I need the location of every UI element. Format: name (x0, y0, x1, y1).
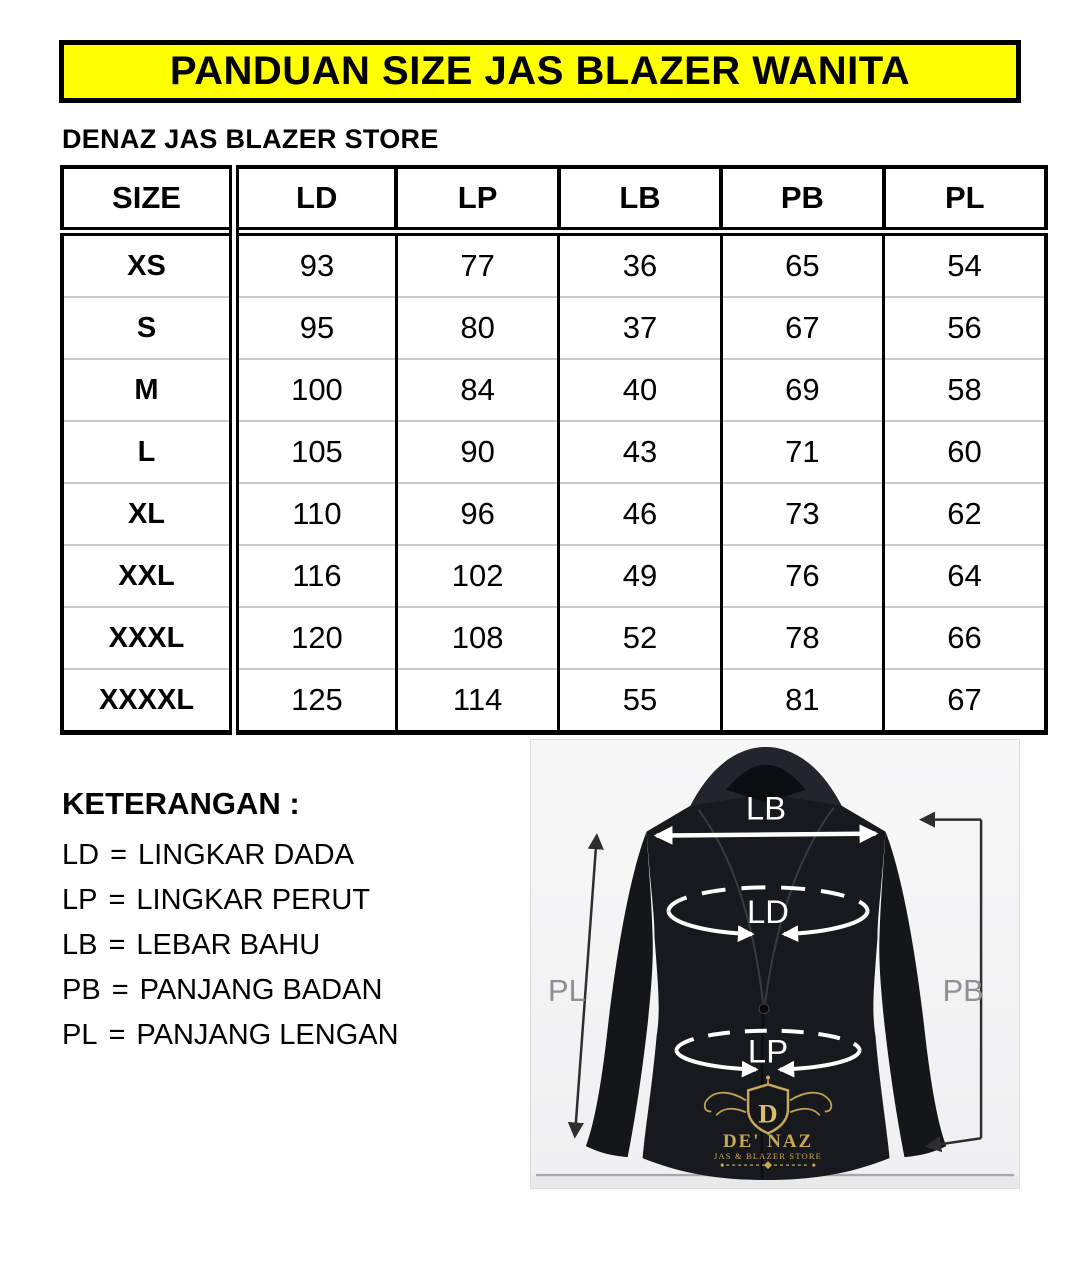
legend-code: LP (62, 884, 98, 916)
value-cell: 96 (396, 483, 558, 545)
legend-name: LINGKAR DADA (138, 839, 354, 871)
size-cell: XXXL (62, 607, 234, 669)
table-row (62, 232, 1046, 298)
legend-code: LD (62, 839, 100, 871)
table-row (62, 545, 1046, 607)
column-header-ld: LD (234, 167, 396, 232)
column-header-pl: PL (884, 167, 1046, 232)
value-cell: 76 (721, 545, 883, 607)
size-table (60, 165, 1048, 735)
legend-name: PANJANG BADAN (139, 974, 383, 1006)
table-row (62, 483, 1046, 545)
value-cell: 49 (559, 545, 721, 607)
value-cell: 67 (884, 669, 1046, 733)
body-label: PB (942, 972, 984, 1008)
legend-code: PB (62, 974, 101, 1006)
column-header-size: SIZE (62, 167, 234, 232)
value-cell: 69 (721, 359, 883, 421)
value-cell: 65 (721, 232, 883, 298)
value-cell: 78 (721, 607, 883, 669)
value-cell: 56 (884, 297, 1046, 359)
value-cell: 46 (559, 483, 721, 545)
blazer-diagram (531, 740, 1019, 1188)
value-cell: 80 (396, 297, 558, 359)
title-banner (59, 40, 1021, 103)
value-cell: 116 (234, 545, 396, 607)
sleeve-label: PL (548, 972, 586, 1008)
value-cell: 66 (884, 607, 1046, 669)
logo-subtitle: JAS & BLAZER STORE (714, 1151, 823, 1162)
legend-item-lb (62, 929, 399, 974)
legend-name: PANJANG LENGAN (136, 1019, 399, 1051)
size-cell: S (62, 297, 234, 359)
chest-label: LD (747, 893, 790, 931)
header-row (62, 167, 1046, 232)
value-cell: 125 (234, 669, 396, 733)
column-header-lb: LB (559, 167, 721, 232)
value-cell: 58 (884, 359, 1046, 421)
size-cell: XL (62, 483, 234, 545)
size-table-container (60, 165, 1048, 735)
value-cell: 54 (884, 232, 1046, 298)
value-cell: 95 (234, 297, 396, 359)
column-header-pb: PB (721, 167, 883, 232)
value-cell: 37 (559, 297, 721, 359)
size-cell: XS (62, 232, 234, 298)
legend (62, 786, 399, 1064)
value-cell: 120 (234, 607, 396, 669)
value-cell: 64 (884, 545, 1046, 607)
value-cell: 81 (721, 669, 883, 733)
sleeve-length-arrow (548, 836, 597, 1137)
shoulder-label: LB (745, 789, 787, 827)
legend-separator: = (108, 1019, 126, 1051)
blazer-measurement-photo (530, 739, 1020, 1189)
value-cell: 52 (559, 607, 721, 669)
page-title: PANDUAN SIZE JAS BLAZER WANITA (169, 49, 911, 93)
legend-separator: = (110, 839, 128, 871)
legend-code: PL (62, 1019, 98, 1051)
value-cell: 43 (559, 421, 721, 483)
value-cell: 100 (234, 359, 396, 421)
size-cell: XXXXL (62, 669, 234, 733)
legend-separator: = (108, 929, 126, 961)
table-row (62, 607, 1046, 669)
value-cell: 93 (234, 232, 396, 298)
value-cell: 108 (396, 607, 558, 669)
legend-name: LINGKAR PERUT (136, 884, 371, 916)
value-cell: 110 (234, 483, 396, 545)
logo-name: DE' NAZ (722, 1131, 814, 1153)
logo-initial: D (758, 1098, 778, 1129)
legend-name: LEBAR BAHU (136, 929, 321, 961)
table-row (62, 421, 1046, 483)
store-name: DENAZ JAS BLAZER STORE (62, 124, 439, 154)
value-cell: 67 (721, 297, 883, 359)
value-cell: 55 (559, 669, 721, 733)
value-cell: 36 (559, 232, 721, 298)
value-cell: 105 (234, 421, 396, 483)
value-cell: 77 (396, 232, 558, 298)
legend-title: KETERANGAN : (62, 786, 300, 821)
waist-label: LP (747, 1032, 789, 1070)
table-row (62, 359, 1046, 421)
value-cell: 102 (396, 545, 558, 607)
value-cell: 40 (559, 359, 721, 421)
size-cell: M (62, 359, 234, 421)
legend-item-ld (62, 839, 399, 884)
size-cell: XXL (62, 545, 234, 607)
table-row (62, 297, 1046, 359)
legend-item-pb (62, 974, 399, 1019)
value-cell: 114 (396, 669, 558, 733)
value-cell: 90 (396, 421, 558, 483)
legend-code: LB (62, 929, 98, 961)
value-cell: 60 (884, 421, 1046, 483)
table-row (62, 669, 1046, 733)
value-cell: 62 (884, 483, 1046, 545)
value-cell: 71 (721, 421, 883, 483)
column-header-lp: LP (396, 167, 558, 232)
legend-separator: = (111, 974, 129, 1006)
legend-item-lp (62, 884, 399, 929)
legend-separator: = (108, 884, 126, 916)
value-cell: 84 (396, 359, 558, 421)
value-cell: 73 (721, 483, 883, 545)
size-cell: L (62, 421, 234, 483)
legend-item-pl (62, 1019, 399, 1064)
